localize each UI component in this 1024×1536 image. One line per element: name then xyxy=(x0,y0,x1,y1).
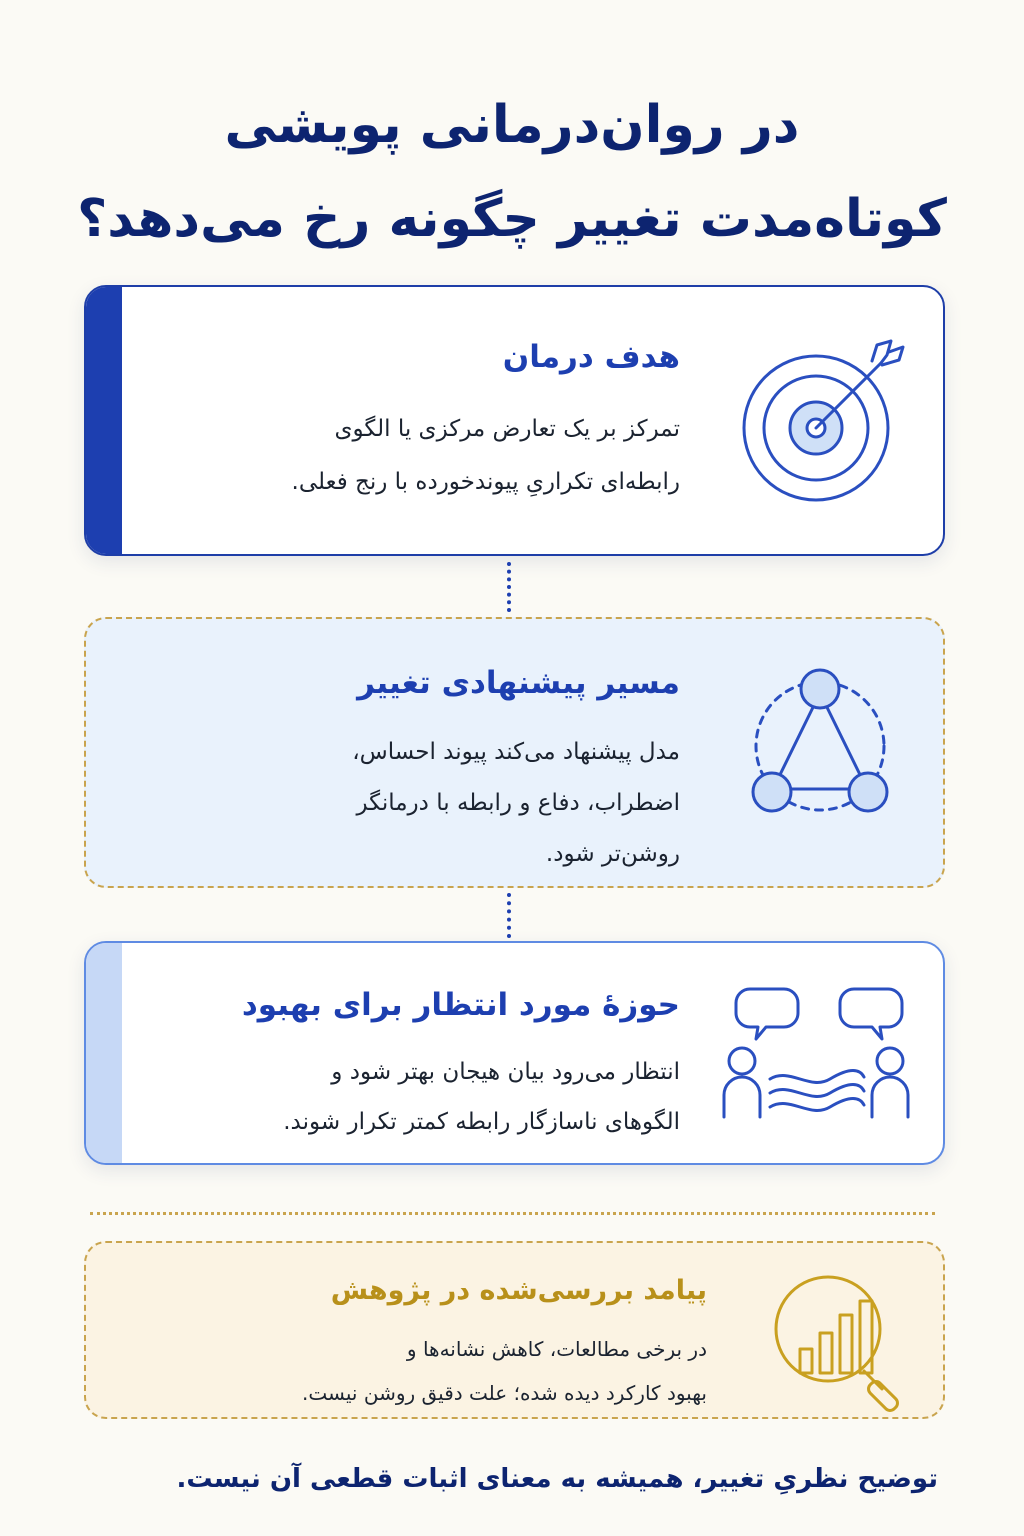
card-body-line: رابطه‌ای تکراریِ پیوندخورده با رنج فعلی. xyxy=(291,469,680,495)
card-treatment-goal xyxy=(84,285,945,556)
title-line-1: در روان‌درمانی پویشی xyxy=(224,95,800,155)
magnifier-chart-icon xyxy=(758,1263,918,1413)
dotted-divider xyxy=(90,1212,935,1215)
dotted-connector xyxy=(507,893,511,938)
card-accent-stripe xyxy=(86,943,122,1163)
card-text xyxy=(210,981,680,1147)
card-body xyxy=(237,1327,707,1415)
card-accent-stripe xyxy=(86,287,122,554)
card-research-outcome xyxy=(84,1241,945,1419)
card-body xyxy=(210,1047,680,1147)
card-body-line: در برخی مطالعات، کاهش نشانه‌ها و xyxy=(406,1337,707,1361)
conversation-icon xyxy=(720,983,916,1133)
card-body-line: تمرکز بر یک تعارض مرکزی یا الگوی xyxy=(334,416,680,442)
card-body-line: روشن‌تر شود. xyxy=(545,841,680,867)
card-body-line: انتظار می‌رود بیان هیجان بهتر شود و xyxy=(331,1059,680,1085)
dotted-connector xyxy=(507,562,511,612)
card-text xyxy=(237,1267,707,1415)
card-body xyxy=(210,403,680,509)
card-title: حوزهٔ مورد انتظار برای بهبود xyxy=(241,987,680,1023)
card-body-line: الگوهای ناسازگار رابطه کمتر تکرار شوند. xyxy=(283,1109,680,1135)
card-text xyxy=(210,333,680,509)
card-body-line: مدل پیشنهاد می‌کند پیوند احساس، xyxy=(352,739,680,765)
card-expected-improvement xyxy=(84,941,945,1165)
card-body-line: اضطراب، دفاع و رابطه با درمانگر xyxy=(356,790,680,816)
card-text xyxy=(210,659,680,880)
card-title: مسیر پیشنهادی تغییر xyxy=(357,665,680,701)
card-title: پیامد بررسی‌شده در پژوهش xyxy=(330,1275,707,1306)
card-title: هدف درمان xyxy=(502,339,680,375)
target-icon xyxy=(741,333,911,503)
triangle-network-icon xyxy=(736,661,906,831)
card-body xyxy=(210,727,680,880)
title-line-2: کوتاه‌مدت تغییر چگونه رخ می‌دهد؟ xyxy=(77,189,947,249)
card-change-path xyxy=(84,617,945,888)
card-body-line: بهبود کارکرد دیده شده؛ علت دقیق روشن نیست. xyxy=(302,1381,707,1405)
footer-note: توضیح نظریِ تغییر، همیشه به معنای اثبات قطعی آن نیست. xyxy=(176,1464,938,1494)
page-title xyxy=(40,78,984,266)
